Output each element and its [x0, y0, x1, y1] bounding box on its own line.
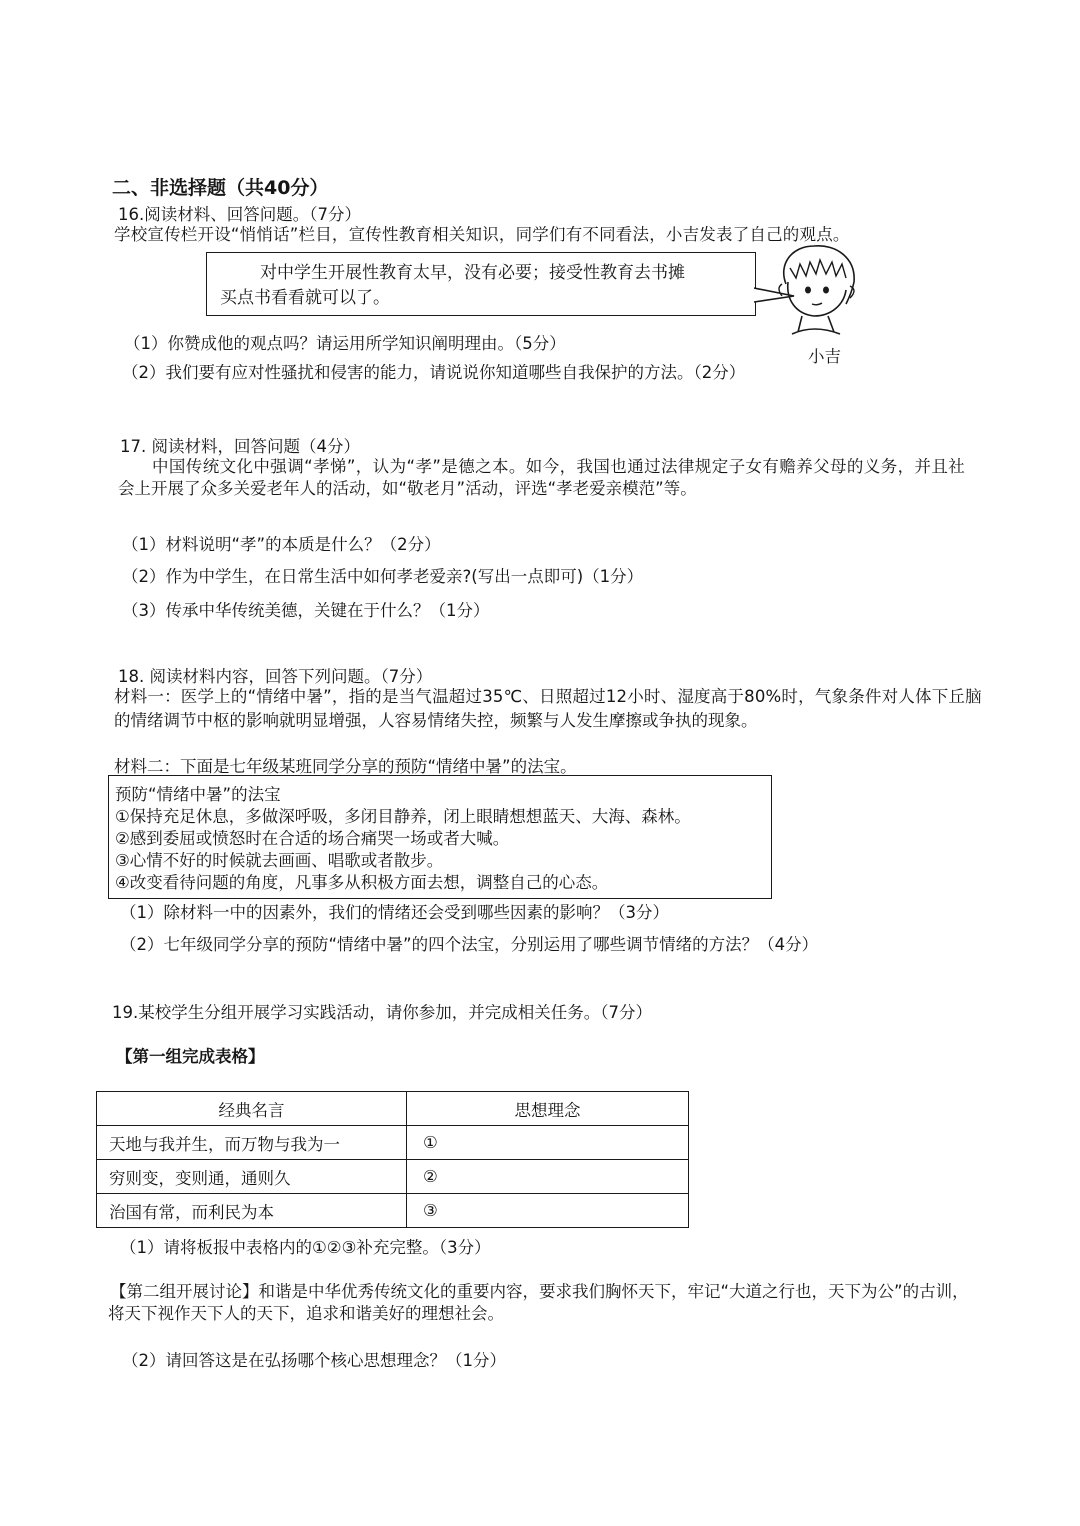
table-row — [97, 1126, 689, 1160]
table-row — [97, 1194, 689, 1228]
table-cell-idea: ① — [407, 1126, 689, 1160]
tip-item: ①保持充足休息，多做深呼吸，多闭目静养，闭上眼睛想想蓝天、大海、森林。 — [115, 807, 691, 826]
table-cell-quote: 穷则变，变则通，通则久 — [97, 1160, 407, 1194]
q18-sub2: （2）七年级同学分享的预防“情绪中暑”的四个法宝，分别运用了哪些调节情绪的方法？（4分） — [120, 935, 819, 954]
q16-sub2: （2）我们要有应对性骚扰和侵害的能力，请说说你知道哪些自我保护的方法。（2分） — [122, 363, 746, 382]
table-cell-quote: 治国有常，而利民为本 — [97, 1194, 407, 1228]
table-header-idea: 思想理念 — [407, 1092, 689, 1126]
tip-item: ③心情不好的时候就去画画、唱歌或者散步。 — [115, 851, 444, 870]
speech-line-2: 买点书看看就可以了。 — [220, 288, 390, 308]
table-header-row — [97, 1092, 689, 1126]
q17-heading: 17. 阅读材料，回答问题（4分） — [120, 437, 360, 456]
q16-heading: 16.阅读材料、回答问题。（7分） — [118, 205, 361, 224]
q17-sub1: （1）材料说明“孝”的本质是什么？（2分） — [122, 535, 441, 554]
tip-item: ④改变看待问题的角度，凡事多从积极方面去想，调整自己的心态。 — [115, 873, 609, 892]
table-header-quote: 经典名言 — [97, 1092, 407, 1126]
q18-heading: 18. 阅读材料内容，回答下列问题。（7分） — [118, 667, 433, 686]
q16-intro: 学校宣传栏开设“悄悄话”栏目，宣传性教育相关知识，同学们有不同看法，小吉发表了自己的观点。 — [114, 225, 850, 244]
q19-heading: 19.某校学生分组开展学习实践活动，请你参加，并完成相关任务。（7分） — [112, 1003, 652, 1022]
q19-sub1: （1）请将板报中表格内的①②③补充完整。（3分） — [120, 1238, 491, 1257]
table-cell-quote: 天地与我并生，而万物与我为一 — [97, 1126, 407, 1160]
boy-cartoon-icon — [762, 238, 870, 338]
q17-material-line2: 会上开展了众多关爱老年人的活动，如“敬老月”活动，评选“孝老爱亲模范”等。 — [118, 479, 697, 498]
group2-line1: 【第二组开展讨论】和谐是中华优秀传统文化的重要内容，要求我们胸怀天下，牢记“大道之行也，天下为公”的古训， — [110, 1282, 969, 1301]
tip-item: ②感到委屈或愤怒时在合适的场合痛哭一场或者大喊。 — [115, 829, 510, 848]
q17-material-line1: 中国传统文化中强调“孝悌”，认为“孝”是德之本。如今，我国也通过法律规定子女有赡养父母的义务，并且社 — [152, 457, 966, 476]
group1-title: 【第一组完成表格】 — [116, 1047, 265, 1066]
speech-line-1: 对中学生开展性教育太早，没有必要；接受性教育去书摊 — [260, 263, 685, 283]
section-title: 二、非选择题（共40分） — [112, 177, 329, 199]
q18-material1-line1: 材料一：医学上的“情绪中暑”，指的是当气温超过35℃、日照超过12小时、湿度高于80%时，气象条件对人体下丘脑 — [114, 687, 982, 706]
q18-sub1: （1）除材料一中的因素外，我们的情绪还会受到哪些因素的影响？（3分） — [120, 903, 669, 922]
q17-sub3: （3）传承中华传统美德，关键在于什么？（1分） — [122, 601, 490, 620]
character-name: 小吉 — [808, 347, 841, 366]
q18-material1-line2: 的情绪调节中枢的影响就明显增强，人容易情绪失控，频繁与人发生摩擦或争执的现象。 — [114, 711, 758, 730]
q17-sub2: （2）作为中学生，在日常生活中如何孝老爱亲?(写出一点即可)（1分） — [122, 567, 644, 586]
q16-sub1: （1）你赞成他的观点吗？请运用所学知识阐明理由。（5分） — [124, 334, 566, 353]
tips-box-title: 预防“情绪中暑”的法宝 — [115, 785, 281, 804]
table-cell-idea: ③ — [407, 1194, 689, 1228]
table-row — [97, 1160, 689, 1194]
q18-material2: 材料二：下面是七年级某班同学分享的预防“情绪中暑”的法宝。 — [114, 757, 577, 776]
table-cell-idea: ② — [407, 1160, 689, 1194]
tips-box — [108, 775, 772, 899]
quotes-table — [96, 1091, 689, 1228]
group2-line2: 将天下视作天下人的天下，追求和谐美好的理想社会。 — [108, 1304, 504, 1323]
q19-sub2: （2）请回答这是在弘扬哪个核心思想理念？（1分） — [122, 1351, 506, 1370]
